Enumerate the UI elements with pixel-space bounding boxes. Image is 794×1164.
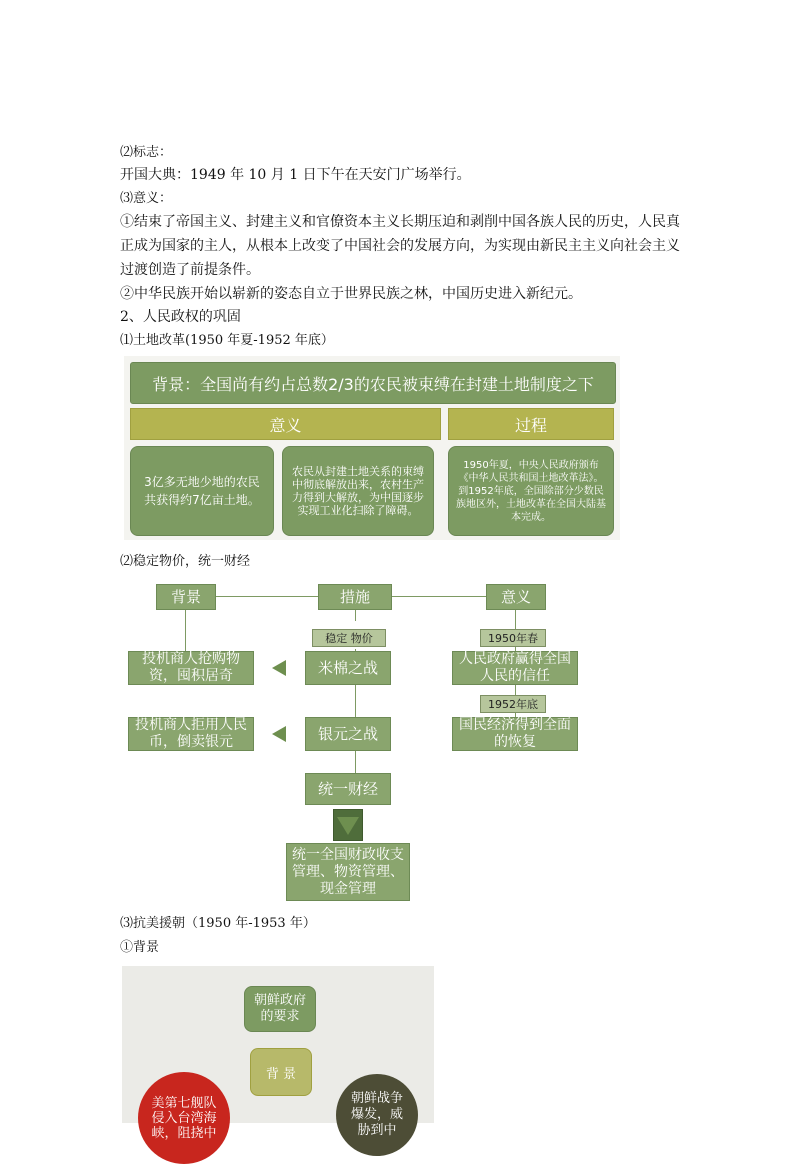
significance-box: 意义 — [486, 584, 546, 610]
arrow-left-icon — [272, 726, 286, 742]
unify-finance-box: 统一财经 — [305, 773, 391, 805]
measures-box: 措施 — [318, 584, 392, 610]
meaning-paragraph-1: ①结束了帝国主义、封建主义和官僚资本主义长期压迫和剥削中国各族人民的历史，人民真正成为国家的主人，从根本上改变了中国社会的发展方向，为实现由新民主主义向社会主义过渡创造了前提条件。 — [120, 214, 680, 278]
korea-diagram — [122, 966, 434, 1141]
end-1952-label: 1952年底 — [480, 695, 546, 713]
background-box: 背景 — [156, 584, 216, 610]
land-reform-diagram — [124, 356, 620, 540]
land-reform-process-1: 1950年夏，中央人民政府颁布《中华人民共和国土地改革法》。到1952年底，全国除部分少数民族地区外，土地改革在全国大陆基本完成。 — [448, 446, 614, 536]
meaning-heading: ⑶意义： — [120, 191, 173, 206]
land-reform-significance-1: 3亿多无地少地的农民共获得约7亿亩土地。 — [130, 446, 274, 536]
land-reform-background-bar: 背景：全国尚有约占总数2/3的农民被束缚在封建土地制度之下 — [130, 362, 616, 404]
land-reform-significance-2: 农民从封建土地关系的束缚中彻底解放出来，农村生产力得到大解放，为中国逐步实现工业化扫除了障碍。 — [282, 446, 434, 536]
unify-connector — [355, 749, 356, 773]
spring-1950-label: 1950年春 — [480, 629, 546, 647]
seventh-fleet-circle: 美第七舰队侵入台湾海峡，阻挠中 — [138, 1072, 230, 1164]
section-2-heading: 2、人民政权的巩固 — [120, 309, 241, 325]
korea-background-heading: ①背景 — [120, 940, 160, 955]
land-reform-significance-header: 意义 — [130, 408, 441, 440]
war-outbreak-circle: 朝鲜战争爆发，威胁到中 — [336, 1074, 418, 1156]
speculators-silver-box: 投机商人拒用人民币，倒卖银元 — [128, 717, 254, 751]
arrow-down-box — [333, 809, 363, 841]
arrow-down-icon — [337, 817, 359, 835]
recovery-box: 国民经济得到全面的恢复 — [452, 717, 578, 751]
price-diagram — [122, 575, 622, 905]
meaning-paragraph-2: ②中华民族开始以崭新的姿态自立于世界民族之林，中国历史进入新纪元。 — [120, 286, 582, 302]
background-connector — [185, 609, 186, 655]
unify-detail-box: 统一全国财政收支管理、物资管理、现金管理 — [286, 843, 410, 901]
silver-connector — [355, 683, 356, 719]
sign-heading: ⑵标志： — [120, 145, 173, 160]
trust-box: 人民政府赢得全国人民的信任 — [452, 651, 578, 685]
korea-heading: ⑶抗美援朝（1950 年-1953 年） — [120, 916, 316, 931]
silver-battle-box: 银元之战 — [305, 717, 391, 751]
price-heading: ⑵稳定物价，统一财经 — [120, 554, 251, 569]
stabilize-label: 稳定 物价 — [312, 629, 386, 647]
land-reform-process-header: 过程 — [448, 408, 614, 440]
significance-connector — [515, 609, 516, 629]
center-background-box: 背 景 — [250, 1048, 312, 1096]
ceremony-line: 开国大典：1949 年 10 月 1 日下午在天安门广场举行。 — [120, 167, 471, 183]
land-reform-heading: ⑴土地改革(1950 年夏-1952 年底） — [120, 333, 334, 348]
measures-connector — [355, 609, 356, 621]
dprk-request-box: 朝鲜政府的要求 — [244, 986, 316, 1032]
cotton-battle-box: 米棉之战 — [305, 651, 391, 685]
arrow-left-icon — [272, 660, 286, 676]
speculators-hoard-box: 投机商人抢购物资，囤积居奇 — [128, 651, 254, 685]
